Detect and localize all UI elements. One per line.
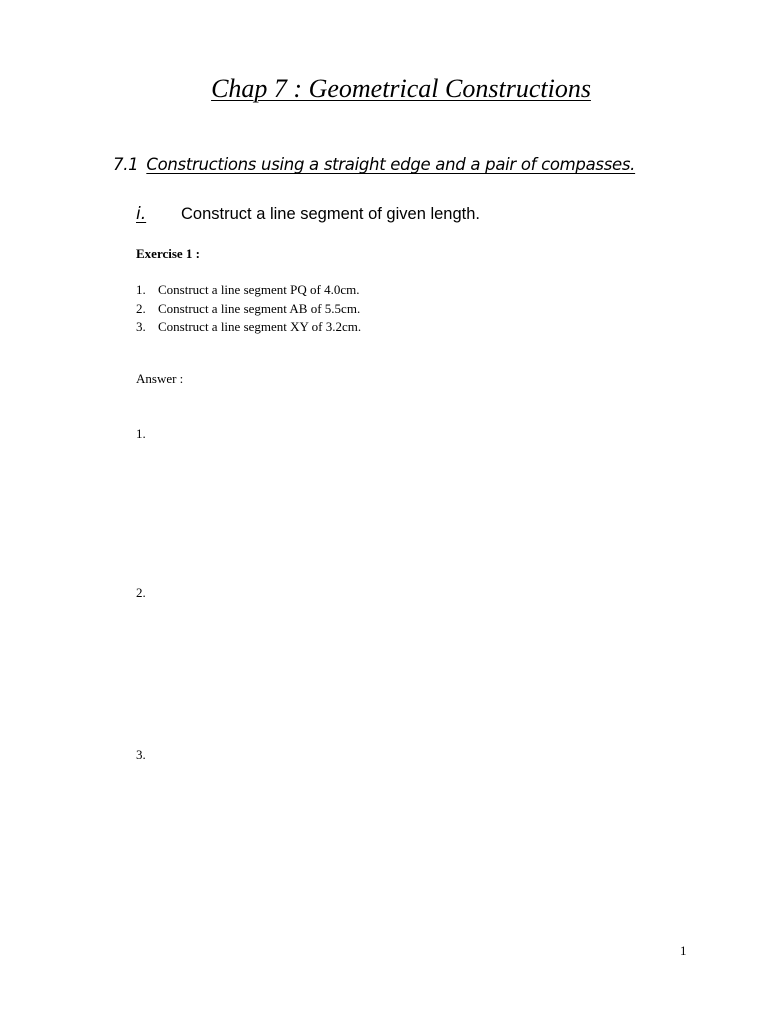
exercise-item-text: Construct a line segment PQ of 4.0cm. <box>158 282 360 297</box>
exercise-item-text: Construct a line segment XY of 3.2cm. <box>158 319 362 334</box>
exercise-item-number: 2. <box>136 300 146 316</box>
exercise-item <box>136 281 361 300</box>
page-number: 1 <box>680 943 687 958</box>
answer-space <box>136 605 656 735</box>
answer-label: Answer : <box>136 371 184 386</box>
exercise-item <box>136 318 361 337</box>
chapter-title: Chap 7 : Geometrical Constructions <box>211 74 591 103</box>
answer-space <box>136 767 656 917</box>
answer-number: 2. <box>136 585 146 600</box>
exercise-item-text: Construct a line segment AB of 5.5cm. <box>158 300 361 316</box>
exercise-list <box>136 281 361 337</box>
exercise-item-number: 3. <box>136 319 146 334</box>
subsection-title: Construct a line segment of given length. <box>181 205 481 223</box>
exercise-item <box>136 300 361 319</box>
subsection-numeral: i. <box>136 204 147 224</box>
section-heading <box>113 155 635 174</box>
answer-space <box>136 446 656 576</box>
answer-number: 3. <box>136 747 146 762</box>
answer-number: 1. <box>136 426 146 441</box>
section-title: Constructions using a straight edge and a pair of compasses. <box>146 155 636 174</box>
exercise-heading: Exercise 1 : <box>136 246 201 261</box>
exercise-item-number: 1. <box>136 282 146 297</box>
section-number: 7.1 <box>113 155 139 174</box>
